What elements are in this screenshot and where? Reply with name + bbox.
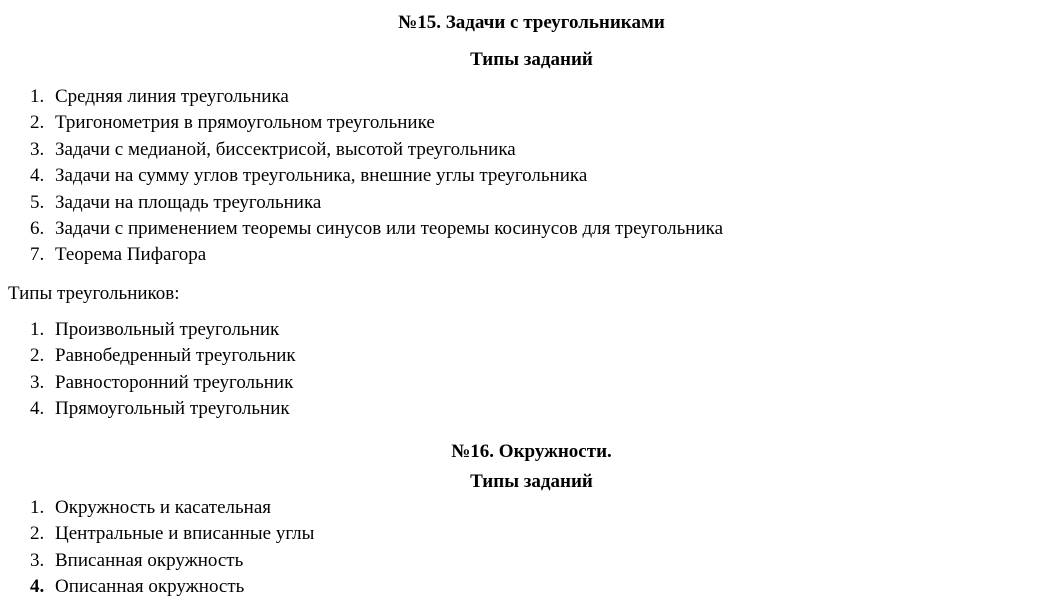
list-item-text: Произвольный треугольник <box>55 319 280 340</box>
section16-title: №16. Окружности. <box>451 441 612 462</box>
list-item-text: Окружность и касательная <box>55 497 271 518</box>
list-item-number: 4. <box>30 576 45 598</box>
list-item-number: 2. <box>30 345 45 367</box>
list-item-text: Задачи с применением теоремы синусов или теоремы косинусов для треугольника <box>55 217 724 239</box>
list-item-number: 6. <box>30 217 45 239</box>
list-item-number: 2. <box>30 112 45 134</box>
list-item-text: Тригонометрия в прямоугольном треугольнике <box>55 112 435 134</box>
list-item-number: 1. <box>30 319 45 340</box>
list-item-text: Задачи на сумму углов треугольника, внешние углы треугольника <box>55 165 588 187</box>
triangle-types-label: Типы треугольников: <box>8 283 180 304</box>
list-item-number: 1. <box>30 497 45 518</box>
list-item-number: 7. <box>30 244 45 266</box>
list-item-text: Вписанная окружность <box>55 549 244 571</box>
list-item-number: 1. <box>30 86 45 107</box>
list-item-text: Равнобедренный треугольник <box>55 345 296 367</box>
list-item-number: 3. <box>30 371 45 393</box>
list-item-number: 4. <box>30 165 45 187</box>
section16-subtitle: Типы заданий <box>470 471 593 492</box>
list-item-text: Равносторонний треугольник <box>55 371 294 393</box>
list-item-number: 5. <box>30 191 45 213</box>
list-item-number: 2. <box>30 523 45 545</box>
list-item-text: Теорема Пифагора <box>55 244 207 266</box>
list-item-text: Задачи на площадь треугольника <box>55 191 322 213</box>
section15-subtitle: Типы заданий <box>470 49 593 70</box>
list-item-text: Задачи с медианой, биссектрисой, высотой треугольника <box>55 138 516 160</box>
section15-title: №15. Задачи с треугольниками <box>398 12 665 33</box>
list-item-number: 3. <box>30 138 45 160</box>
list-item-number: 3. <box>30 549 45 571</box>
list-item-text: Описанная окружность <box>55 576 245 598</box>
list-item-number: 4. <box>30 398 45 420</box>
list-item-text: Центральные и вписанные углы <box>55 523 315 545</box>
list-item-text: Средняя линия треугольника <box>55 86 289 107</box>
list-item-text: Прямоугольный треугольник <box>55 398 290 420</box>
